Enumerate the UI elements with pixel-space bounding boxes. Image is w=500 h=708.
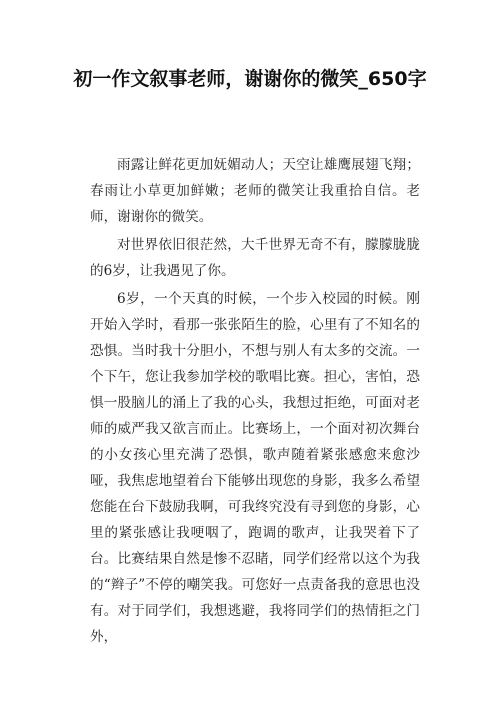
paragraph-2: 对世界依旧很茫然，大千世界无奇不有，朦朦胧胧的6岁，让我遇见了你。 (90, 237, 420, 279)
document-title: 初一作文叙事老师，谢谢你的微笑_650字 (73, 68, 427, 90)
paragraph-3: 6岁，一个天真的时候，一个步入校园的时候。刚开始入学时，看那一张张陌生的脸，心里有了不知名的恐惧。当时我十分胆小，不想与别人有太多的交流。一个下午，您让我参加学校的歌唱比赛。担心，害怕，恐惧一股脑儿的涌上了我的心头，我想过拒绝，可面对老师的威严我又欲言而止。比赛场上，一个面对初次舞台的小女孩心里充满了恐惧，歌声随着紧张感愈来愈沙哑，我焦虑地望着台下能够出现您的身影，我多么希望您能在台下鼓励我啊，可我终究没有寻到您的身影，心里的紧张感让我哽咽了，跑调的歌声，让我哭着下了台。比赛结果自然是惨不忍睹，同学们经常以这个为我的“辫子”不停的嘲笑我。可您好一点责备我的意思也没有。对于同学们，我想逃避，我将同学们的热情拒之门外， (90, 291, 420, 645)
paragraph-1: 雨露让鲜花更加妩媚动人；天空让雄鹰展翅飞翔；春雨让小草更加鲜嫩；老师的微笑让我重拾自信。老师，谢谢你的微笑。 (90, 157, 420, 225)
document-body (90, 152, 420, 652)
